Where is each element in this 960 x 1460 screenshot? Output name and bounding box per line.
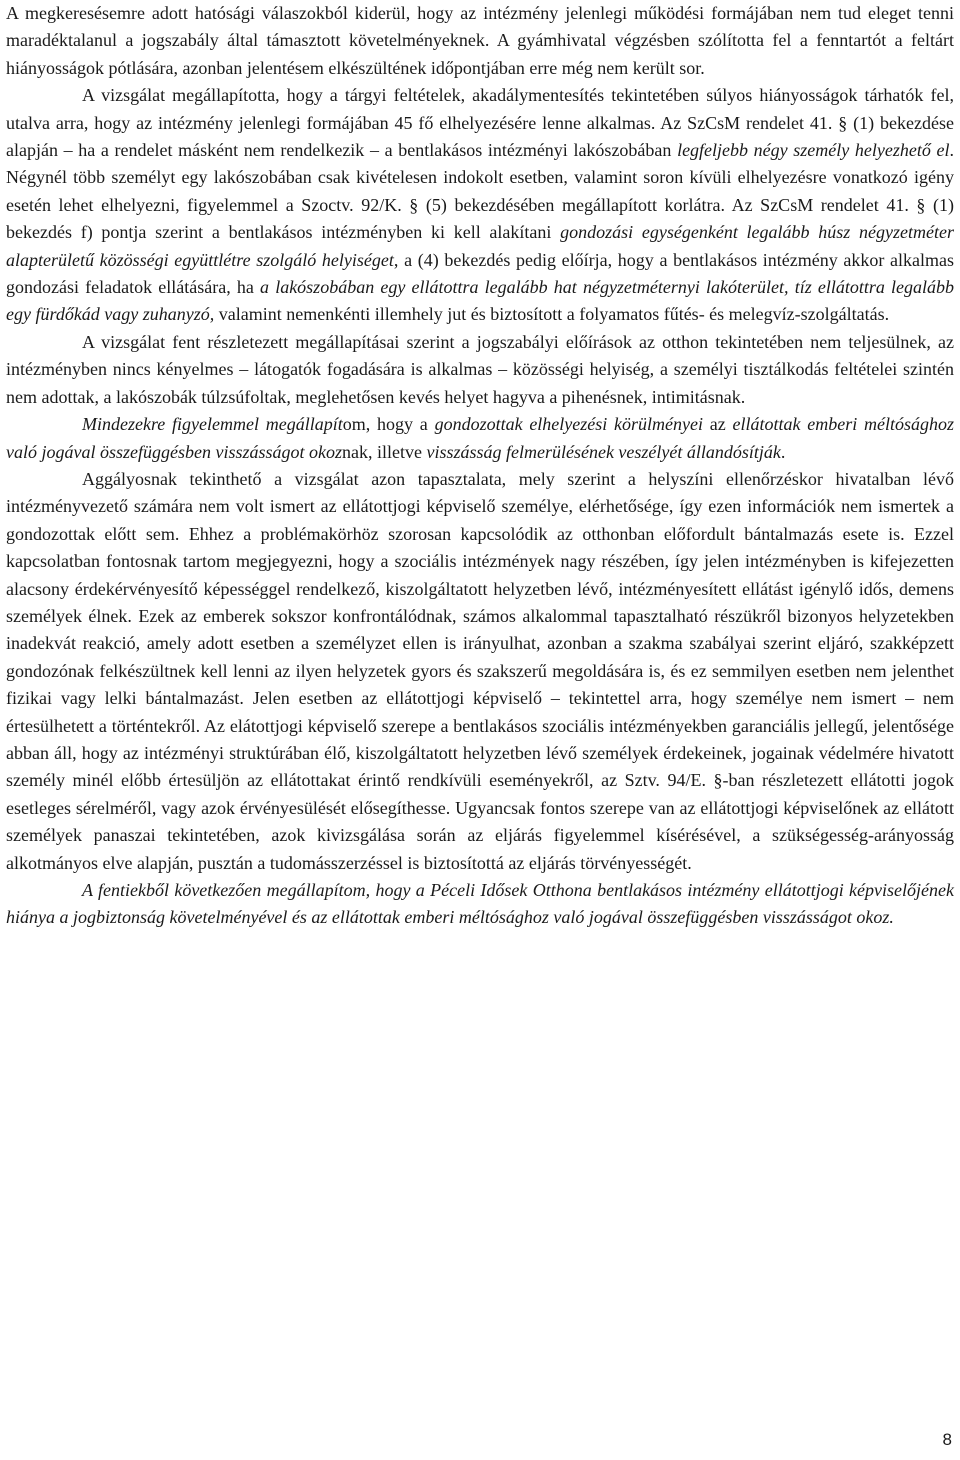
emphasis-run: A fentiekből következően megállapítom, hogy a Péceli Idősek Otthona bentlakásos intézmény ellátottjogi képviselőjének hiánya a jogbiztonság követelményével és az ellátottak emberi méltósághoz való jogával összefüggésben visszásságot okoz. [6,880,954,928]
emphasis-run: gondozási egységenként legalább húsz négyzetméter alapterületű közösségi együttlétre szolgáló helyiséget [6,222,954,270]
paragraph-final-conclusion [6,877,954,932]
text-run: . [780,441,786,462]
paragraph-authority-responses [6,0,954,82]
text-run: A megkeresésemre adott hatósági válaszokból kiderül, hogy az intézmény jelenlegi működési formájában nem tud eleget tenni maradéktalanul a jogszabály által támasztott követelményeknek. A gyámhivatal végzésben szólította fel a fenntartót a feltárt hiányosságok pótlására, azonban jelentésem elkészültének időpontjában erre még nem került sor. [6,3,954,78]
emphasis-run: gondozottak elhelyezési körülményei [434,414,704,435]
text-run: Aggályosnak tekinthető a vizsgálat azon tapasztalata, mely szerint a helyszíni ellenőrzéskor hivatalban lévő intézményvezető számára nem volt ismert az ellátottjogi képviselő személye, elérhetősége, így ezen információk nem ismertek a gondozottak előtt sem. Ehhez a problémakörhöz szorosan kapcsolódik az otthonban előfordult bántalmazás esete is. Ezzel kapcsolatban fontosnak tartom megjegyezni, hogy a szociális intézmények nagy részében, így jelen intézményben is kifejezetten alacsony érdekérvényesítő képességgel rendelkező, kiszolgáltatott helyzetben lévő, intézményesített ellátást igénylő idős, demens személyek élnek. Ezek az emberek sokszor konfrontálódnak, számos alkalommal tapasztalható részükről bizonyos helyzetekben inadekvát reakció, amely adott esetben a személyzet ellen is irányulhat, azonban a szakma szabályai szerint eljáró, szakképzett gondozónak felkészültnek kell lenni az ilyen helyzetek gyors és szakszerű megoldására is, és ez semmilyen esetben nem jelenthet fizikai vagy lelki bántalmazást. Jelen esetben az ellátottjogi képviselő – tekintettel arra, hogy személye nem ismert – nem értesülhetett a történtekről. Az elátottjogi képviselő szerepe a bentlakásos szociális intézményekben garanciális jellegű, jelentősége abban áll, hogy az intézményi struktúrában élő, kiszolgáltatott helyzetben lévő személyek érdekeinek, jogainak védelmére hivatott személy minél előbb értesüljön az ellátottakat érintő rendkívüli eseményekről, az Sztv. 94/E. §-ban részletezett ellátotti jogok esetleges sérelméről, vagy azok érvényesülését elősegíthesse. Ugyancsak fontos szerepe van az ellátottjogi képviselőnek az ellátott személyek panaszai tekintetében, azok kivizsgálása során az eljárás figyelemmel kísérésével, a szükségesség-arányosság alkotmányos elve alapján, pusztán a tudomásszerzéssel is biztosítottá az eljárás törvényességét. [6,468,954,873]
text-run: om, hogy a [342,414,435,435]
paragraph-rights-representative [6,466,954,877]
text-run: A vizsgálat fent részletezett megállapításai szerint a jogszabályi előírások az otthon tekintetében nem teljesülnek, az intézményben nincs kényelmes – látogatók fogadására is alkalmas – közösségi helyiség, a személyi tisztálkodás feltételei szintén nem adottak, a lakószobák túlzsúfoltak, meglehetősen kevés helyet hagyva a pihenésnek, intimitásnak. [6,331,954,407]
text-run: , a (4) bekezdés pedig előírja, hogy a bentlakásos intézmény akkor alkalmas gondozási feladatok ellátására, ha [6,249,954,298]
document-page [6,0,954,932]
emphasis-run: Mindezekre figyelemmel megállapít [82,414,343,435]
page-number: 8 [942,1430,952,1449]
emphasis-run: visszásság felmerülésének veszélyét állandósítják [426,441,781,462]
emphasis-run: a lakószobában egy ellátottra legalább hat négyzetméternyi lakóterület, tíz ellátottra legalább egy fürdőkád vagy zuhanyzó, [6,277,955,325]
paragraph-examination-findings [6,82,954,329]
text-run: az [703,414,733,435]
paragraph-requirements-not-met [6,329,954,411]
text-run: nak, illetve [341,441,427,462]
text-run: . Négynél több személyt egy lakószobában csak kivételesen indokolt esetben, valamint soron kívüli elhelyezésre vonatkozó igény esetén lehet elhelyezni, figyelemmel a Szoctv. 92/K. § (5) bekezdésében megállapított korlátra. Az SzCsM rendelet 41. § (1) bekezdés f) pontja szerint a bentlakásos intézményben ki kell alakítani [6,140,954,243]
text-run: A vizsgálat megállapította, hogy a tárgyi feltételek, akadálymentesítés tekintetében súlyos hiányosságok tárhatók fel, utalva arra, hogy az intézmény jelenlegi formájában 45 fő elhelyezésére lenne alkalmas. Az SzCsM rendelet 41. § (1) bekezdése alapján – ha a rendelet másként nem rendelkezik – a bentlakásos intézményi lakószobában [6,85,954,161]
text-run: valamint nemenkénti illemhely jut és biztosított a folyamatos fűtés- és melegvíz-szolgáltatás. [214,304,890,325]
emphasis-run: ellátottak emberi méltósághoz való jogával összefüggésben visszásságot okoz [6,414,955,462]
paragraph-conclusion-placement [6,411,954,466]
emphasis-run: legfeljebb négy személy helyezhető el [677,140,950,161]
